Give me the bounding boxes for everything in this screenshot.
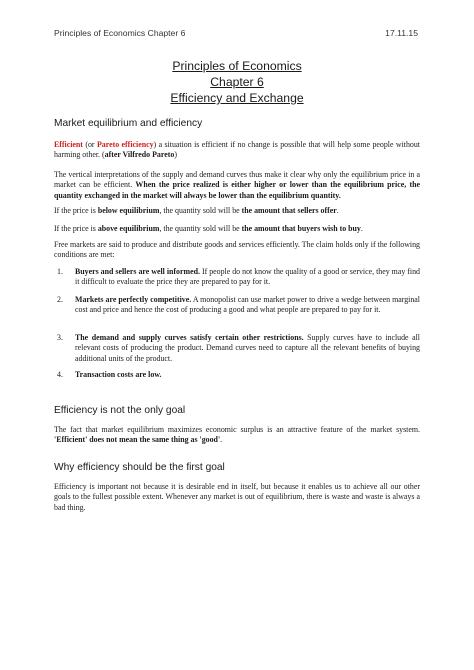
text-bold: the amount that sellers offer [241, 206, 337, 215]
list-item-bold: The demand and supply curves satisfy certain other restrictions. [75, 333, 304, 342]
text-bold: When the price realized is either higher or lower than the equilibrium price, the quantity exchanged in the market will always be lower than the equilibrium quantity. [54, 180, 420, 200]
list-item-text: Supply curves have to include all relevant costs of producing the product. Demand curves need to capture all the relevant benefits of buying additional units of the product. [75, 333, 420, 363]
text-fragment: If the price is [54, 206, 98, 215]
paragraph-efficiency-important: Efficiency is important not because it is desirable end in itself, but because it enables us to achieve all our other goals to the fullest possible extent. Whenever any market is out of equilibrium, there is waste and waste is always a bad thing. [54, 482, 420, 512]
text-fragment: The vertical interpretations of the supply and demand curves thus make it clear why only the equilibrium price in a market can be efficient. [54, 170, 420, 190]
text-bold: the amount that buyers wish to buy [241, 224, 361, 233]
paragraph-vertical-interpretations [54, 170, 420, 201]
list-item-bold: Markets are perfectly competitive. [75, 295, 192, 304]
paragraph-market-surplus [54, 425, 420, 446]
heading-efficiency-not-only-goal: Efficiency is not the only goal [54, 405, 186, 416]
header-title: Principles of Economics Chapter 6 [54, 28, 186, 38]
text-fragment: . [220, 435, 223, 445]
title-line-1: Principles of Economics [172, 59, 302, 73]
title-line-2: Chapter 6 [210, 75, 264, 89]
list-item [57, 333, 420, 364]
text-fragment: ) [174, 150, 177, 160]
list-item-bold: Buyers and sellers are well informed. [75, 267, 200, 276]
list-number: 1. [57, 267, 63, 276]
list-item-text: A monopolist can use market power to drive a wedge between marginal cost and price and hence the cost of producing a good and what people are prepared to pay for it. [75, 295, 420, 315]
heading-efficiency-first-goal: Why efficiency should be the first goal [54, 462, 225, 473]
term-pareto-efficiency: Pareto efficiency [96, 140, 154, 149]
text-bold: above equilibrium [97, 224, 160, 233]
list-item [57, 370, 420, 380]
paragraph-efficient-definition [54, 140, 420, 161]
heading-market-equilibrium: Market equilibrium and efficiency [54, 118, 203, 129]
text-fragment: If the price is [54, 224, 98, 233]
header-date: 17.11.15 [385, 28, 418, 38]
text-fragment: , the quantity sold will be [159, 206, 242, 215]
term-efficient: Efficient [54, 140, 83, 149]
list-number: 4. [57, 370, 63, 379]
text-fragment: . [360, 224, 363, 233]
list-item-bold: Transaction costs are low. [75, 370, 162, 379]
list-number: 2. [57, 295, 63, 304]
text-fragment: . [336, 206, 339, 215]
text-bold: after Vilfredo Pareto [104, 150, 175, 160]
text-bold: below equilibrium [97, 206, 160, 215]
text-fragment: , the quantity sold will be [159, 224, 242, 233]
paragraph-above-equilibrium [54, 224, 420, 234]
list-item [57, 267, 420, 288]
page-header [54, 28, 418, 38]
text-fragment: ) a situation is efficient if no change is possible that will help some people without harming other. ( [54, 140, 420, 160]
text-bold: 'Efficient' does not mean the same thing as 'good' [54, 435, 221, 445]
paragraph-free-markets: Free markets are said to produce and distribute goods and services efficiently. The claim holds only if the following conditions are met: [54, 240, 420, 260]
list-item [57, 295, 420, 316]
list-item-text: If people do not know the quality of a good or service, they may find it difficult to evaluate the price they are prepared to pay for it. [75, 267, 420, 287]
document-title [0, 58, 474, 106]
title-line-3: Efficiency and Exchange [170, 91, 304, 105]
text-fragment: The fact that market equilibrium maximizes economic surplus is an attractive feature of the market system. [54, 425, 420, 434]
paragraph-below-equilibrium [54, 206, 420, 216]
text-fragment: (or [82, 140, 97, 149]
list-number: 3. [57, 333, 63, 342]
